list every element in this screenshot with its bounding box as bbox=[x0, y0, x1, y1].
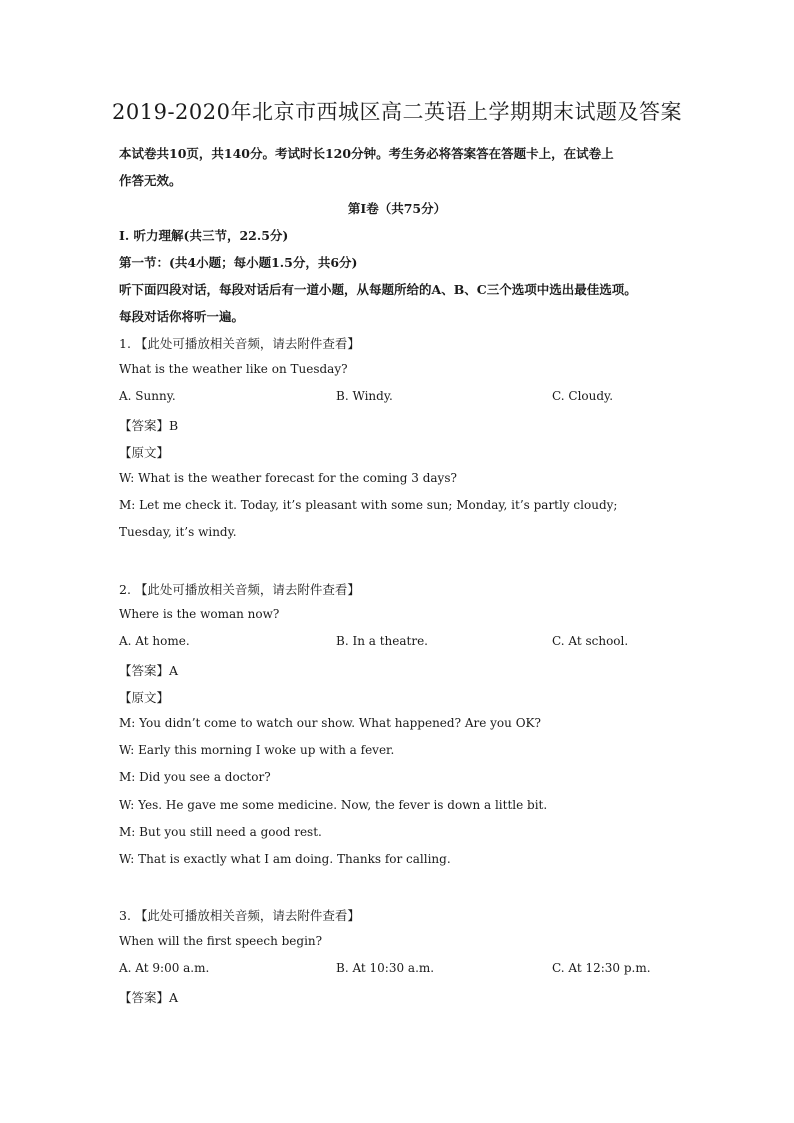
question-1-text: What is the weather like on Tuesday? bbox=[119, 362, 348, 376]
question-2-text: Where is the woman now? bbox=[119, 607, 280, 621]
section-heading: I. 听力理解(共三节，22.5分) bbox=[119, 228, 289, 243]
question-1-option-a: A. Sunny. bbox=[119, 389, 176, 403]
question-2-script-line-5: M: But you still need a good rest. bbox=[119, 825, 322, 839]
question-1-number: 1. 【此处可播放相关音频，请去附件查看】 bbox=[119, 336, 360, 351]
question-2-script-line-2: W: Early this morning I woke up with a fever. bbox=[119, 743, 395, 757]
question-1-option-c: C. Cloudy. bbox=[552, 389, 614, 403]
question-1-script-label: 【原文】 bbox=[119, 445, 170, 460]
question-2-option-b: B. In a theatre. bbox=[336, 634, 428, 648]
question-2-number: 2. 【此处可播放相关音频，请去附件查看】 bbox=[119, 582, 360, 597]
question-2-script-label: 【原文】 bbox=[119, 690, 170, 705]
intro-line-2: 作答无效。 bbox=[119, 173, 182, 188]
question-1-script-line-2: M: Let me check it. Today, it’s pleasant with some sun; Monday, it’s partly cloudy; bbox=[119, 498, 618, 512]
question-2-script-line-4: W: Yes. He gave me some medicine. Now, the fever is down a little bit. bbox=[119, 798, 548, 812]
section-instruction-2: 每段对话你将听一遍。 bbox=[119, 309, 245, 324]
question-3-option-b: B. At 10:30 a.m. bbox=[336, 961, 435, 975]
document-title: 2019-2020年北京市西城区高二英语上学期期末试题及答案 bbox=[112, 100, 682, 124]
question-3-text: When will the first speech begin? bbox=[119, 934, 323, 948]
question-1-script-line-3: Tuesday, it’s windy. bbox=[119, 525, 237, 539]
question-3-option-c: C. At 12:30 p.m. bbox=[552, 961, 651, 975]
intro-line-1: 本试卷共10页，共140分。考试时长120分钟。考生务必将答案答在答题卡上，在试卷上 bbox=[119, 146, 614, 161]
question-2-option-c: C. At school. bbox=[552, 634, 629, 648]
question-2-script-line-1: M: You didn’t come to watch our show. What happened? Are you OK? bbox=[119, 716, 541, 730]
section-subheading: 第一节：(共4小题；每小题1.5分，共6分) bbox=[119, 255, 358, 270]
question-2-script-line-6: W: That is exactly what I am doing. Thanks for calling. bbox=[119, 852, 451, 866]
question-1-script-line-1: W: What is the weather forecast for the coming 3 days? bbox=[119, 471, 457, 485]
part-title: 第I卷（共75分） bbox=[347, 201, 447, 216]
question-1-option-b: B. Windy. bbox=[336, 389, 393, 403]
section-instruction-1: 听下面四段对话，每段对话后有一道小题，从每题所给的A、B、C三个选项中选出最佳选项。 bbox=[119, 282, 637, 297]
question-2-option-a: A. At home. bbox=[119, 634, 190, 648]
question-2-answer: 【答案】A bbox=[119, 663, 179, 678]
question-1-answer: 【答案】B bbox=[119, 418, 179, 433]
question-3-answer: 【答案】A bbox=[119, 990, 179, 1005]
question-3-option-a: A. At 9:00 a.m. bbox=[119, 961, 210, 975]
question-3-number: 3. 【此处可播放相关音频，请去附件查看】 bbox=[119, 908, 360, 923]
question-2-script-line-3: M: Did you see a doctor? bbox=[119, 770, 271, 784]
